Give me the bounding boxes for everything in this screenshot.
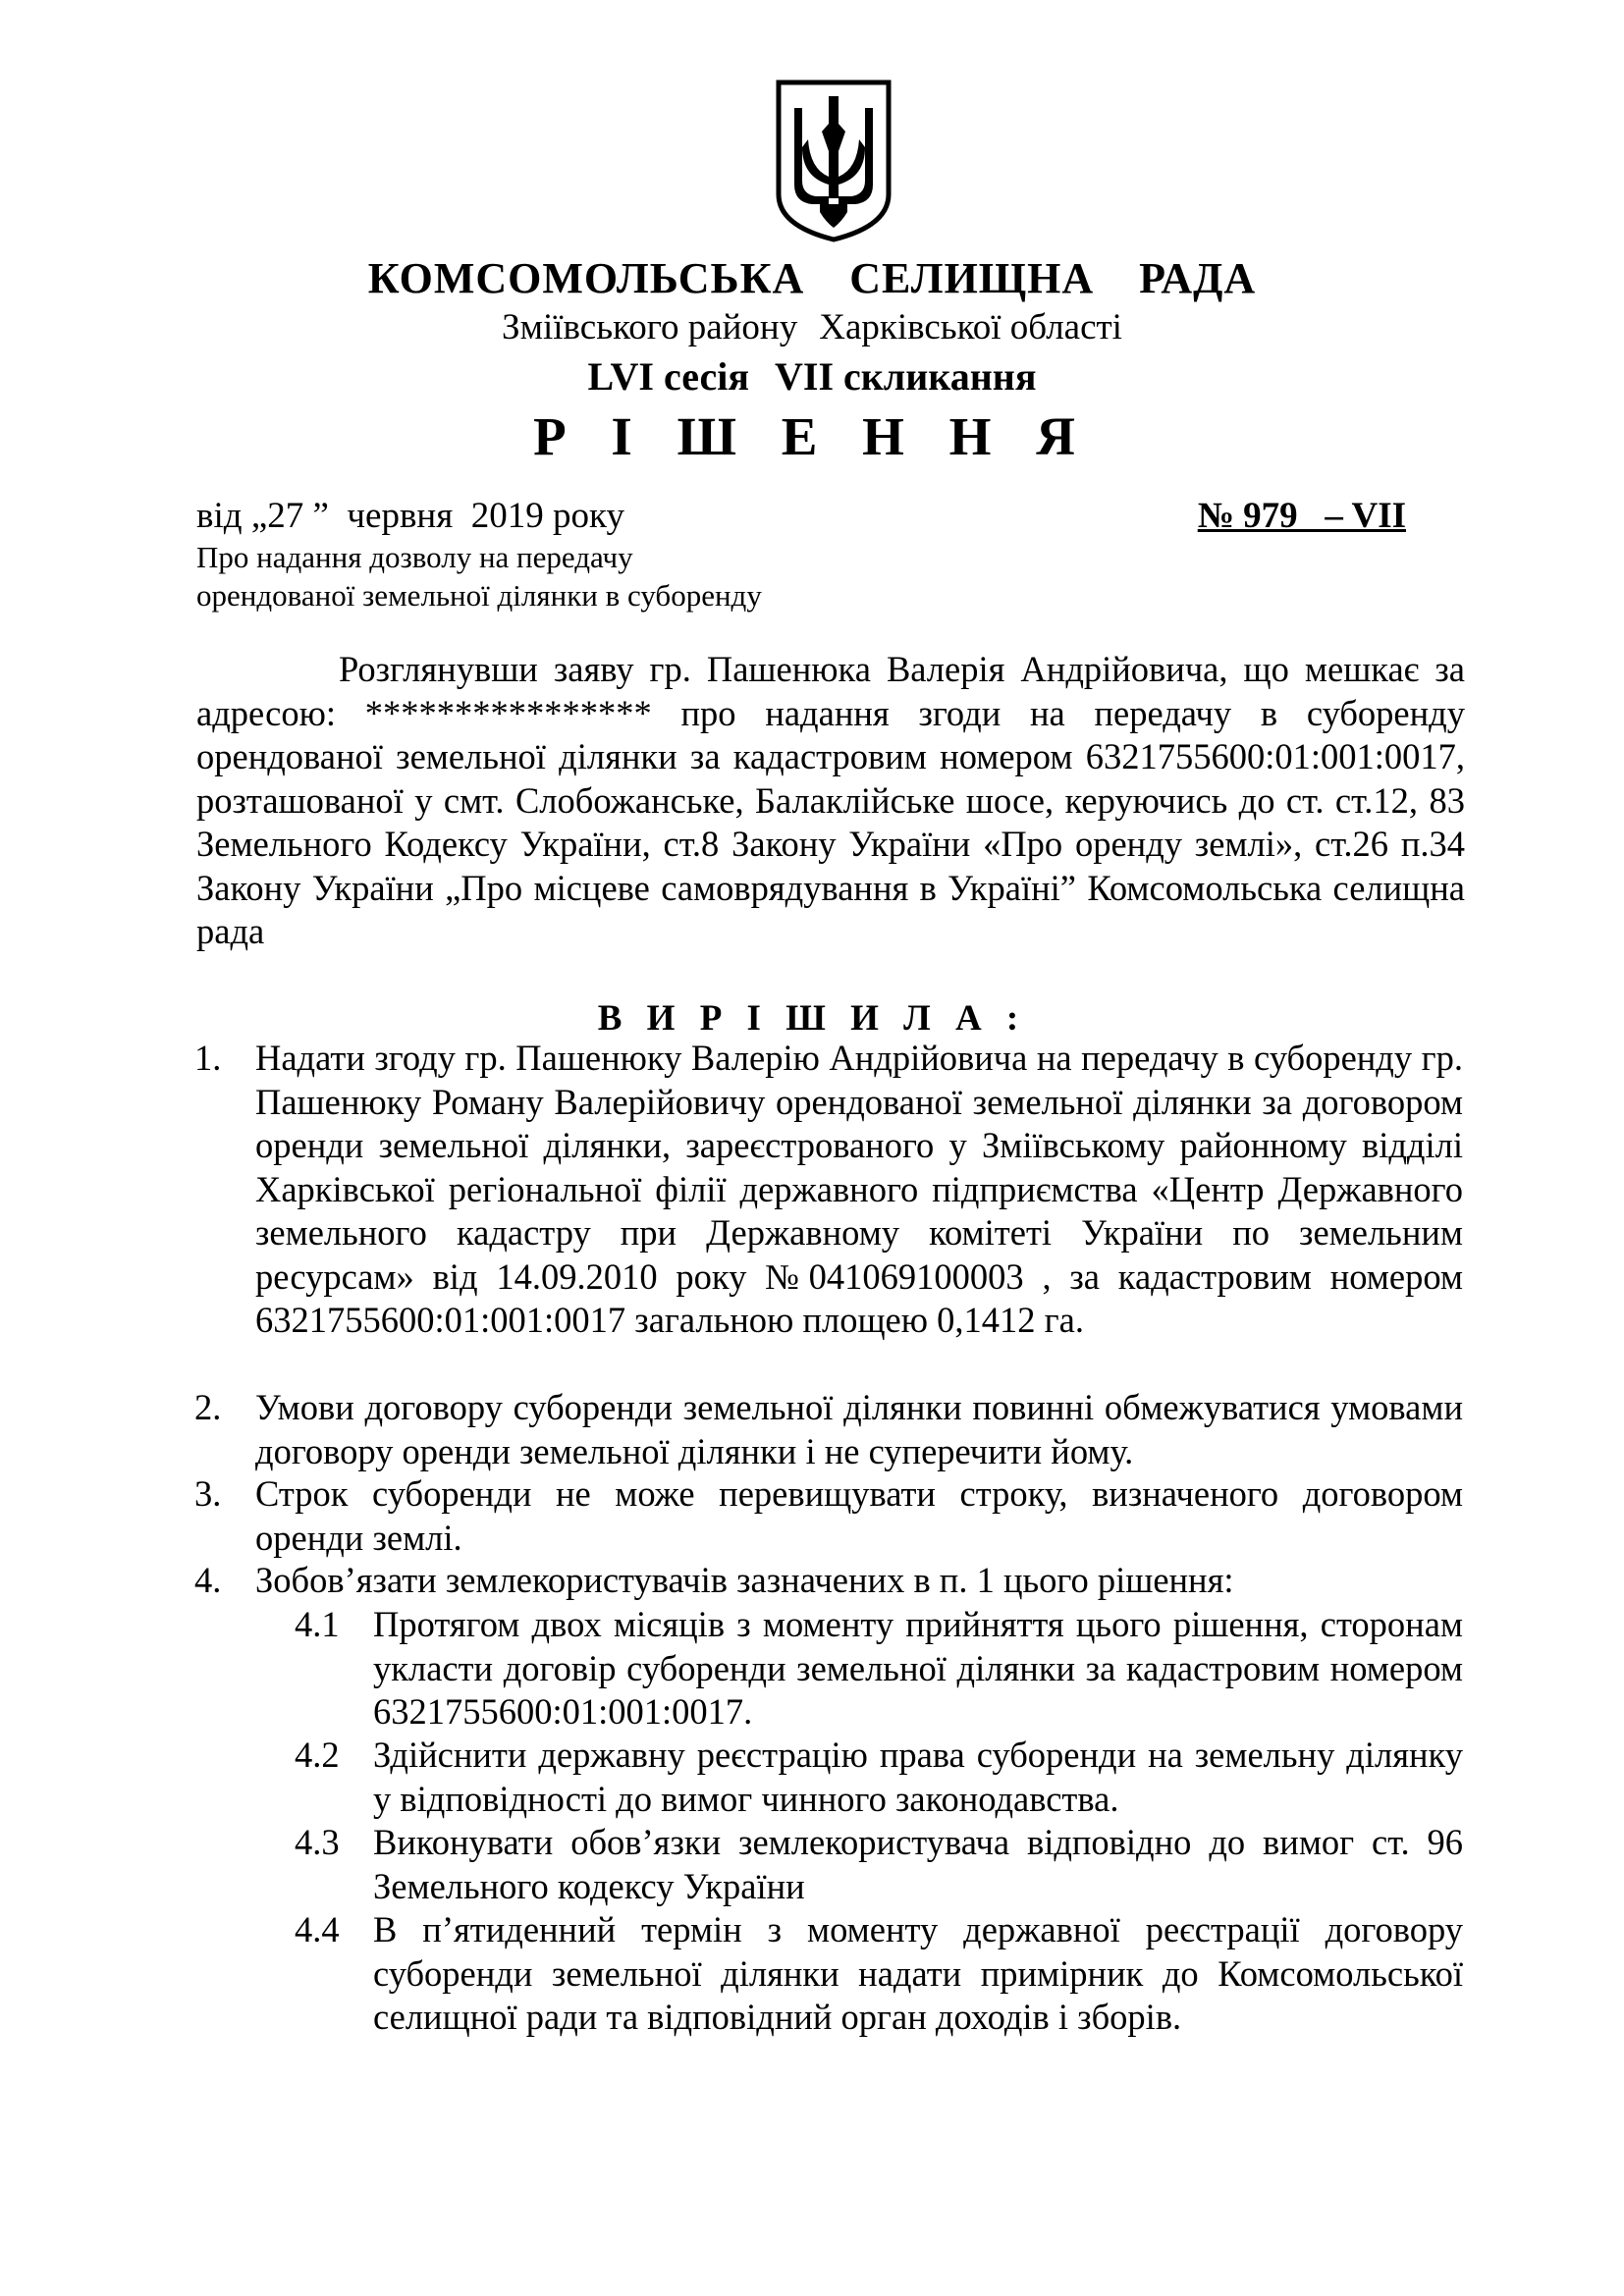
subject-line-2: орендованої земельної ділянки в суборенду [196, 578, 762, 613]
sub-list-item [295, 1821, 1463, 1908]
coat-of-arms-icon [773, 79, 894, 243]
session-line [0, 351, 1624, 402]
item-text: Строк суборенди не може перевищувати строку, визначеного договором оренди землі. [255, 1473, 1463, 1558]
district: Зміївського району [502, 307, 798, 347]
list-item [194, 1559, 1463, 1603]
decision-number: № 979 – VII [1197, 496, 1406, 536]
item-text: Зобов’язати землекористувачів зазначених в п. 1 цього рішення: [255, 1560, 1234, 1600]
convocation: VII скликання [774, 354, 1037, 399]
district-line [0, 304, 1624, 351]
region: Харківської області [819, 307, 1122, 347]
list-item [194, 1037, 1463, 1343]
subitem-text: Виконувати обов’язки землекористувача відповідно до вимог ст. 96 Земельного кодексу України [373, 1822, 1463, 1906]
council-word-1: КОМСОМОЛЬСЬКА [367, 254, 805, 302]
decided-heading: В И Р І Ш И Л А : [597, 998, 1027, 1039]
item-number: 3. [194, 1473, 222, 1514]
document-title: Р І Ш Е Н Н Я [533, 406, 1091, 466]
subitem-number: 4.1 [295, 1604, 340, 1644]
item-number: 2. [194, 1387, 222, 1427]
subitem-number: 4.3 [295, 1822, 340, 1862]
list-item [194, 1386, 1463, 1473]
item-number: 4. [194, 1560, 222, 1600]
council-word-3: РАДА [1139, 254, 1257, 302]
decision-date: від „27 ” червня 2019 року [196, 496, 624, 536]
sub-list-item [295, 1908, 1463, 2040]
subitem-text: В п’ятиденний термін з моменту державної реєстрації договору суборенди земельної ділянки надати примірник до Комсомольської селищної ради та відповідний орган доходів і зборів. [373, 1909, 1463, 2037]
subitem-text: Здійснити державну реєстрацію права суборенди на земельну ділянку у відповідності до вимог чинного законодавства. [373, 1735, 1463, 1819]
item-text: Умови договору суборенди земельної ділянки повинні обмежуватися умовами договору оренди земельної ділянки і не суперечити йому. [255, 1387, 1463, 1471]
session: LVI сесія [587, 354, 749, 399]
preamble-paragraph: Розглянувши заяву гр. Пашенюка Валерія Андрійовича, що мешкає за адресою: **************** про надання згоди на передачу в суборенду орендованої земельної ділянки за кадастровим номером 6321755600:01:001:0017, розташованої у смт. Слобожанське, Балаклійське шосе, керуючись до ст. ст.12, 83 Земельного Кодексу України, ст.8 Закону України «Про оренду землі», ст.26 п.34 Закону України „Про місцеве самоврядування в Україні” Комсомольська селищна рада [196, 649, 1465, 951]
subitem-number: 4.4 [295, 1909, 340, 1949]
item-text: Надати згоду гр. Пашенюку Валерію Андрійовича на передачу в суборенду гр. Пашенюку Роману Валерійовичу орендованої земельної ділянки за договором оренди земельної ділянки, зареєстрованого у Зміївському районному відділі Харківської регіональної філії державного підприємства «Центр Державного земельного кадастру при Державному комітеті України по земельним ресурсам» від 14.09.2010 року №041069100003 , за кадастровим номером 6321755600:01:001:0017 загальною площею 0,1412 га. [255, 1038, 1463, 1340]
council-name [0, 251, 1624, 306]
subitem-number: 4.2 [295, 1735, 340, 1775]
subject-line-1: Про надання дозволу на передачу [196, 540, 633, 574]
council-word-2: СЕЛИЩНА [849, 254, 1095, 302]
subitem-text: Протягом двох місяців з моменту прийняття цього рішення, сторонам укласти договір суборенди земельної ділянки за кадастровим номером 6321755600:01:001:0017. [373, 1604, 1463, 1732]
sub-list-item [295, 1603, 1463, 1735]
list-item [194, 1472, 1463, 1560]
item-number: 1. [194, 1038, 222, 1078]
sub-list-item [295, 1734, 1463, 1821]
decision-subject [196, 538, 762, 614]
